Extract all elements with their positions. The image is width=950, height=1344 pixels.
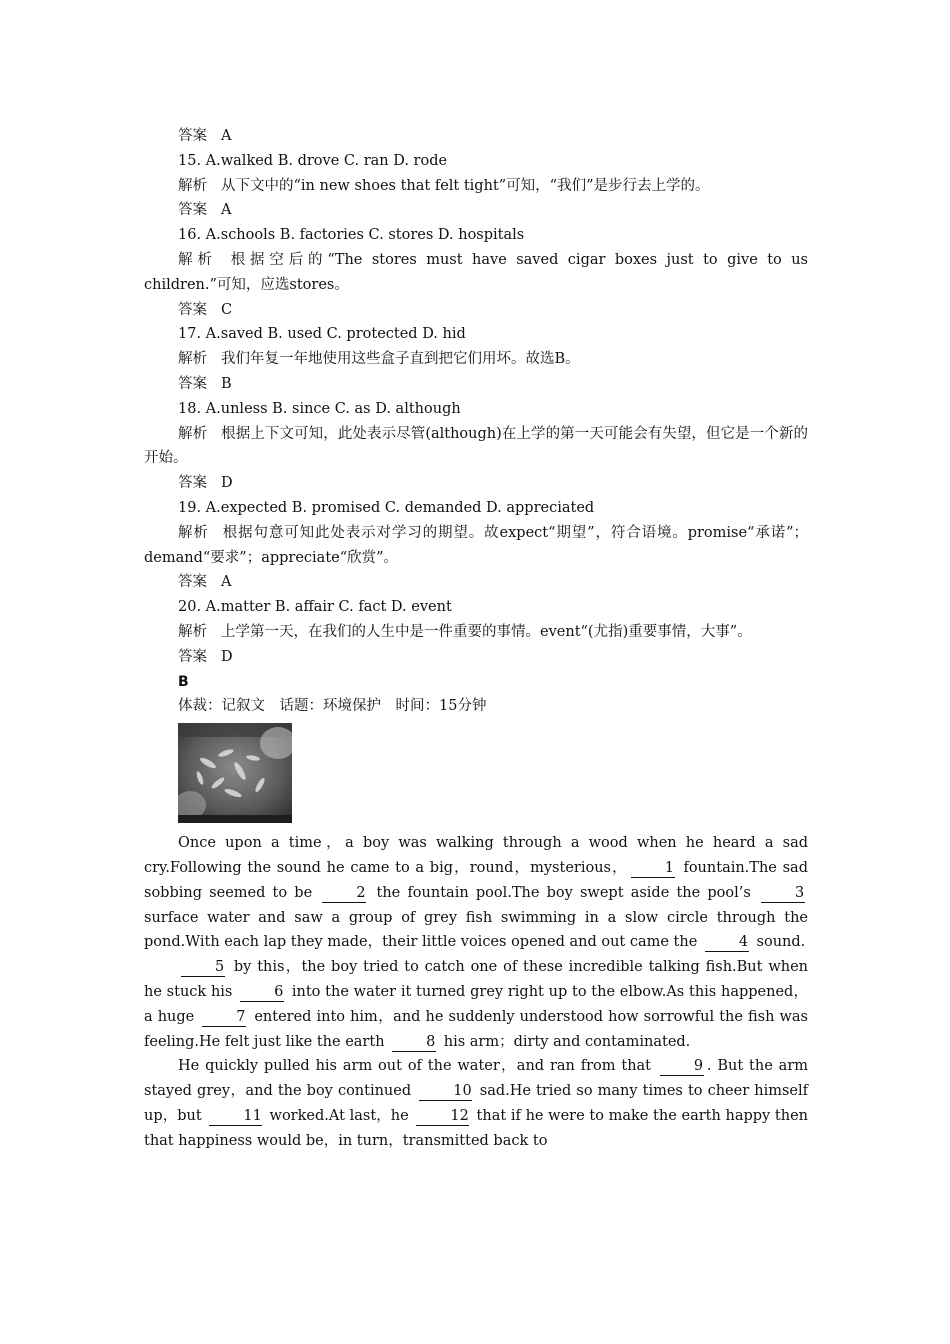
- answer-value: D: [221, 648, 233, 665]
- blank-6: 6: [240, 983, 284, 1002]
- answer-value: A: [221, 202, 232, 219]
- analysis-line: [144, 174, 808, 199]
- blank-10: 10: [419, 1082, 471, 1101]
- document-page: [144, 124, 808, 1153]
- section-heading: B: [178, 673, 189, 690]
- analysis-text: 上学第一天，在我们的人生中是一件重要的事情。event“(尤指)重要事情，大事”。: [221, 623, 752, 640]
- answer-line: [144, 372, 808, 397]
- fish-pond-photo: [178, 723, 292, 823]
- blank-3: 3: [761, 884, 805, 903]
- answer-label: 答案: [178, 475, 207, 492]
- answer-value: B: [221, 375, 232, 392]
- question-15: 15. A.walked B. drove C. ran D. rode: [178, 152, 448, 169]
- analysis-line: [144, 620, 808, 645]
- blank-5: 5: [181, 958, 225, 977]
- blank-12: 12: [416, 1107, 468, 1126]
- blank-4: 4: [705, 933, 749, 952]
- analysis-text: 根据句意可知此处表示对学习的期望。故expect“期望”，符合语境。promise“承诺”；demand“要求”；appreciate“欣赏”。: [144, 524, 809, 566]
- blank-7: 7: [202, 1008, 246, 1027]
- question-17: 17. A.saved B. used C. protected D. hid: [178, 326, 466, 343]
- answer-label: 答案: [178, 128, 207, 144]
- answer-value: A: [221, 574, 232, 591]
- passage-paragraph-2: 5 by this，the boy tried to catch one of these incredible talking fish.But when he stuck his 6 into the water it turned grey right up to the elbow.As this happened，a huge 7 entered into him，and he suddenly understood how sorrowful the fish was feeling.He felt just like the earth 8 his arm；dirty and contaminated.: [144, 959, 808, 1050]
- analysis-text: 根据空后的“The stores must have saved cigar boxes just to give to us children.”可知，应选stores。: [144, 251, 809, 293]
- question-16: 16. A.schools B. factories C. stores D. hospitals: [178, 227, 525, 244]
- passage-photo: [144, 723, 808, 823]
- analysis-line: [144, 347, 808, 372]
- question-18: 18. A.unless B. since C. as D. although: [178, 400, 461, 417]
- question-20: 20. A.matter B. affair C. fact D. event: [178, 599, 452, 616]
- analysis-text: 我们年复一年地使用这些盒子直到把它们用坏。故选B。: [221, 351, 580, 368]
- answer-line: [144, 570, 808, 595]
- question-19: 19. A.expected B. promised C. demanded D. appreciated: [178, 499, 595, 516]
- answer-line: [144, 124, 808, 149]
- analysis-label: 解析: [178, 177, 207, 194]
- analysis-label: 解析: [178, 251, 217, 268]
- analysis-label: 解析: [178, 351, 207, 368]
- answer-label: 答案: [178, 648, 207, 665]
- blank-11: 11: [209, 1107, 261, 1126]
- section-meta: 体裁：记叙文 话题：环境保护 时间：15分钟: [178, 698, 487, 715]
- cloze-passage: [144, 831, 808, 1153]
- passage-paragraph-3: He quickly pulled his arm out of the water，and ran from that 9 . But the arm stayed grey，and the boy continued 10 sad.He tried so many times to cheer himself up，but 11 worked.At last，he 12 that if he were to make the earth happy then that happiness would be，in turn，transmitted back to: [144, 1058, 808, 1149]
- answer-label: 答案: [178, 202, 207, 219]
- passage-paragraph-1: Once upon a time，a boy was walking through a wood when he heard a sad cry.Following the sound he came to a big，round，mysterious， 1 fountain.The sad sobbing seemed to be 2 the fountain pool.The boy swept aside the pool’s 3 surface water and saw a group of grey fish swimming in a slow circle through the pond.With each lap they made，their little voices opened and out came the 4 sound.: [144, 835, 808, 951]
- blank-8: 8: [392, 1033, 436, 1052]
- blank-2: 2: [322, 884, 366, 903]
- answer-label: 答案: [178, 301, 207, 318]
- answer-value: D: [221, 475, 233, 492]
- answer-line: [144, 198, 808, 223]
- answer-line: [144, 471, 808, 496]
- answer-label: 答案: [178, 375, 207, 392]
- analysis-text: 从下文中的“in new shoes that felt tight”可知，“我们”是步行去上学的。: [221, 177, 710, 194]
- analysis-line: [144, 248, 808, 298]
- answer-line: [144, 298, 808, 323]
- analysis-label: 解析: [178, 524, 209, 541]
- blank-1: 1: [631, 859, 675, 878]
- answer-label: 答案: [178, 574, 207, 591]
- analysis-line: [144, 422, 808, 472]
- answer-line: [144, 645, 808, 670]
- answer-value: C: [221, 301, 233, 318]
- answer-value: A: [221, 128, 232, 144]
- analysis-label: 解析: [178, 425, 208, 442]
- analysis-text: 根据上下文可知，此处表示尽管(although)在上学的第一天可能会有失望，但它是一个新的开始。: [144, 425, 809, 467]
- analysis-label: 解析: [178, 623, 207, 640]
- blank-9: 9: [660, 1057, 704, 1076]
- analysis-line: [144, 521, 808, 571]
